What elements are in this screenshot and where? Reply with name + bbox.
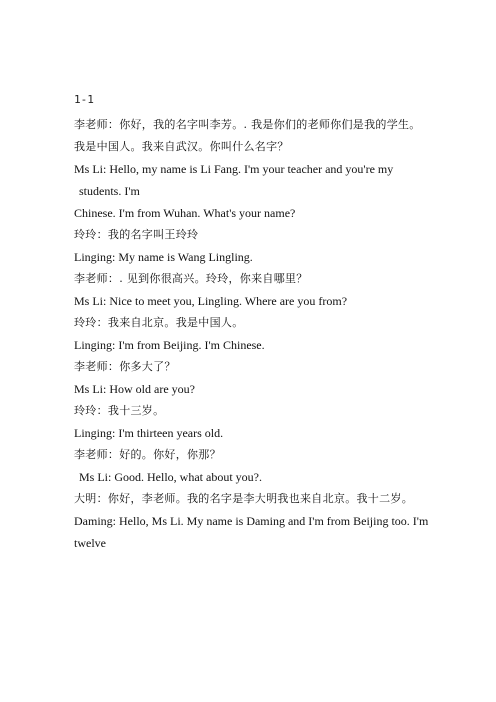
text-line-15: Linging: I'm thirteen years old. (74, 426, 224, 440)
document-body (74, 93, 440, 555)
text-line-17: Ms Li: Good. Hello, what about you?. (79, 470, 262, 484)
text-line-8: 李老师：. 见到你很高兴。玲玲，你来自哪里？ (74, 272, 308, 285)
text-line-4: students. I'm (79, 184, 140, 198)
text-line-10: 玲玲：我来自北京。我是中国人。 (74, 316, 244, 329)
section-heading: 1-1 (74, 93, 94, 106)
text-line-14: 玲玲：我十三岁。 (74, 404, 165, 417)
text-line-6: 玲玲：我的名字叫王玲玲 (74, 228, 199, 241)
text-line-19: Daming: Hello, Ms Li. My name is Daming and I'm from Beijing too. I'm (74, 514, 429, 528)
text-line-11: Linging: I'm from Beijing. I'm Chinese. (74, 338, 265, 352)
text-line-1: 李老师：你好，我的名字叫李芳。. 我是你们的老师你们是我的学生。 (74, 118, 421, 131)
text-line-18: 大明：你好，李老师。我的名字是李大明我也来自北京。我十二岁。 (74, 492, 413, 505)
text-line-12: 李老师：你多大了？ (74, 360, 176, 373)
text-line-13: Ms Li: How old are you? (74, 382, 195, 396)
text-line-2: 我是中国人。我来自武汉。你叫什么名字？ (74, 140, 289, 153)
text-line-7: Linging: My name is Wang Lingling. (74, 250, 253, 264)
text-line-3: Ms Li: Hello, my name is Li Fang. I'm your teacher and you're my (74, 162, 394, 176)
text-line-20: twelve (74, 536, 106, 550)
text-line-5: Chinese. I'm from Wuhan. What's your name? (74, 206, 296, 220)
text-line-16: 李老师：好的。你好，你那？ (74, 448, 221, 461)
text-line-9: Ms Li: Nice to meet you, Lingling. Where are you from? (74, 294, 348, 308)
